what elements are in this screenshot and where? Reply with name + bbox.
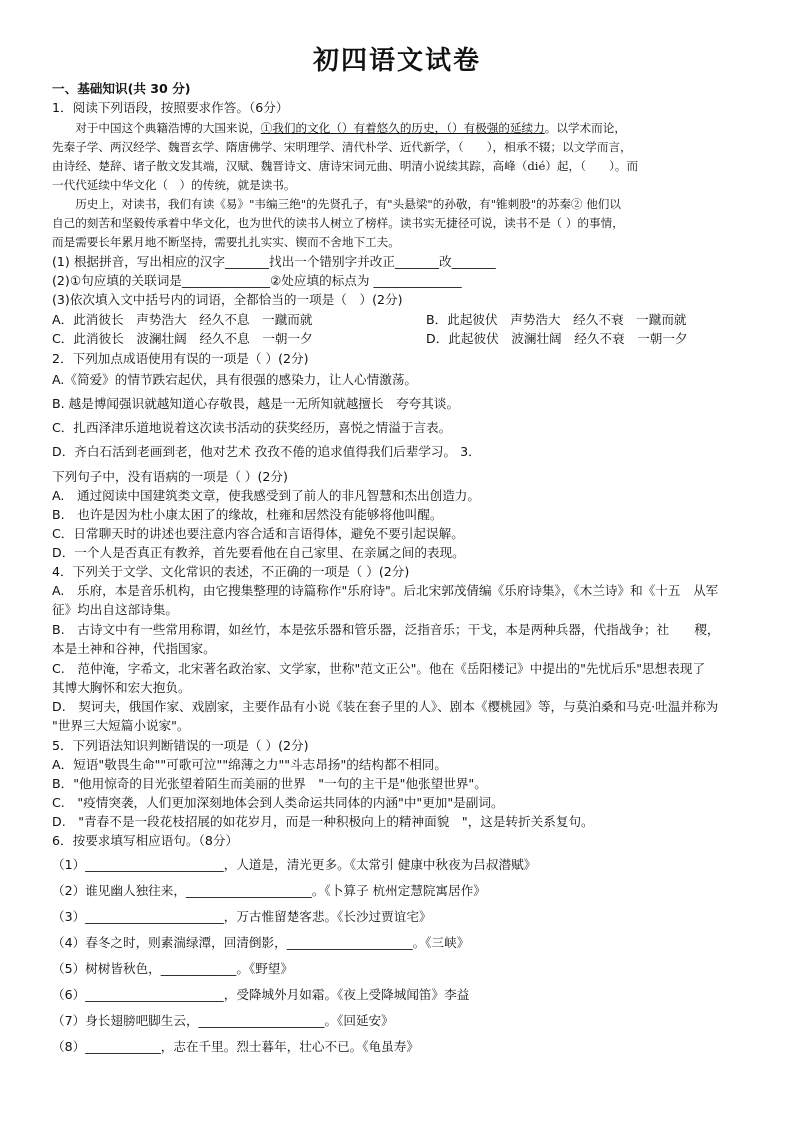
q2-stem: 2．下列加点成语使用有误的一项是（ ）(2分)	[52, 351, 309, 366]
q1-sub3: (3)依次填入文中括号内的词语，全都恰当的一项是（ ）(2分)	[52, 292, 403, 307]
q6-item: （8）____________，志在千里。烈士暮年，壮心不已。《龟虽寿》	[52, 1039, 419, 1054]
passage-line-1	[52, 119, 752, 137]
q5-stem: 5．下列语法知识判断错误的一项是（ ）(2分)	[52, 738, 309, 753]
q5-option-d: D. "青春不是一段花枝招展的如花岁月，而是一种积极向上的精神面貌 "，这是转折关系复句。	[52, 814, 594, 829]
q6-item: （1）______________________，人道是，清光更多。《太常引 健康中秋夜为吕叔潜赋》	[52, 857, 537, 872]
q5-option-a: A．短语"敬畏生命""可歌可泣""绵薄之力""斗志昂扬"的结构都不相同。	[52, 757, 447, 772]
q3-stem: 下列句子中，没有语病的一项是（ ）(2分)	[52, 469, 288, 484]
q6-item: （6）______________________，受降城外月如霜。《夜上受降城闻笛》李益	[52, 987, 470, 1002]
q4-line: 征》均出自这部诗集。	[52, 602, 178, 617]
underlined-sentence: ①我们的文化（）有着悠久的历史，（）有极强的延续力	[260, 121, 545, 135]
q6-item: （4）春冬之时，则素湍绿潭，回清倒影，____________________。《三峡》	[52, 935, 470, 950]
q2-option-b: B. 越是博闻强识就越知道心存敬畏，越是一无所知就越擅长 夸夸其谈。	[52, 396, 460, 411]
q3-option-d: D．一个人是否真正有教养，首先要看他在自己家里、在亲属之间的表现。	[52, 545, 465, 560]
q4-line: A. 乐府，本是音乐机构，由它搜集整理的诗篇称作"乐府诗"。后北宋郭茂倩编《乐府诗集》，《木兰诗》和《十五 从军	[52, 583, 719, 598]
q1-sub1: (1) 根据拼音，写出相应的汉字_______找出一个错别字并改正_______改_______	[52, 254, 496, 269]
q4-line: 本是土神和谷神，代指国家。	[52, 641, 216, 656]
passage-text: 。以学术而论，	[544, 121, 626, 135]
section-heading: 一、基础知识(共 30 分)	[52, 81, 191, 96]
q1-sub2: (2)①句应填的关联词是______________②处应填的标点为 ______________	[52, 273, 462, 288]
option-b: B．此起彼伏 声势浩大 经久不衰 一蹴而就	[426, 312, 687, 327]
passage-line-2: 先秦子学、两汉经学、魏晋玄学、隋唐佛学、宋明理学、清代朴学、近代新学，（ ），相承不辍；以文学而言，	[52, 140, 632, 154]
q2-option-c: C．扎西泽津乐道地说着这次读书活动的获奖经历，喜悦之情溢于言表。	[52, 420, 452, 435]
q6-item: （7）身长翅膀吧脚生云，____________________。《回延安》	[52, 1013, 394, 1028]
page-title: 初四语文试卷	[312, 46, 481, 76]
q5-option-b: B．"他用惊奇的目光张望着陌生而美丽的世界 "一句的主干是"他张望世界"。	[52, 776, 487, 791]
q1-stem: 1．阅读下列语段，按照要求作答。（6分）	[52, 100, 289, 115]
q4-line: "世界三大短篇小说家"。	[52, 718, 190, 733]
option-d: D．此起彼伏 波澜壮阔 经久不衰 一朝一夕	[426, 331, 688, 346]
q4-stem: 4．下列关于文学、文化常识的表述，不正确的一项是（ ）(2分)	[52, 564, 410, 579]
q6-stem: 6．按要求填写相应语句。（8分）	[52, 833, 239, 848]
option-c: C．此消彼长 波澜壮阔 经久不息 一朝一夕	[52, 331, 313, 346]
q1-options-row1	[52, 311, 752, 329]
q4-line: D. 契诃夫，俄国作家、戏剧家，主要作品有小说《装在套子里的人》、剧本《樱桃园》等，与莫泊桑和马克·吐温并称为	[52, 699, 719, 714]
option-a: A．此消彼长 声势浩大 经久不息 一蹴而就	[52, 312, 313, 327]
q6-item: （3）______________________，万古惟留楚客悲。《长沙过贾谊宅》	[52, 909, 432, 924]
q4-line: B. 古诗文中有一些常用称谓，如丝竹，本是弦乐器和管乐器，泛指音乐；干戈，本是两种兵器，代指战争；社 稷，	[52, 622, 720, 637]
passage-line-4: 一代代延续中华文化（ ）的传统，就是读书。	[52, 178, 296, 192]
passage-text: 对于中国这个典籍浩博的大国来说，	[52, 121, 261, 135]
passage-line-6: 自己的刻苦和坚毅传承着中华文化，也为世代的读书人树立了榜样。读书实无捷径可说，读书不是（ ）的事情，	[52, 216, 624, 230]
q3-option-c: C．日常聊天时的讲述也要注意内容合适和言语得体，避免不要引起误解。	[52, 526, 464, 541]
q2-option-a: A.《简爱》的情节跌宕起伏，具有很强的感染力，让人心情激荡。	[52, 372, 418, 387]
q1-options-row2	[52, 330, 752, 348]
q6-item: （2）谁见幽人独往来，____________________。《卜算子 杭州定慧院寓居作》	[52, 883, 486, 898]
q6-item: （5）树树皆秋色，____________。《野望》	[52, 961, 293, 976]
q2-option-d: D．齐白石活到老画到老，他对艺术 孜孜不倦的追求值得我们后辈学习。 3．	[52, 444, 481, 459]
q5-option-c: C. "疫情突袭，人们更加深刻地体会到人类命运共同体的内涵"中"更加"是副词。	[52, 795, 504, 810]
q4-line: C. 范仲淹，字希文，北宋著名政治家、文学家，世称"范文正公"。他在《岳阳楼记》中提出的"先忧后乐"思想表现了	[52, 661, 706, 676]
q3-option-b: B. 也许是因为杜小康太困了的缘故，杜雍和居然没有能够将他叫醒。	[52, 507, 443, 522]
passage-line-3: 由诗经、楚辞、诸子散文发其端，汉赋、魏晋诗文、唐诗宋词元曲、明清小说续其踪，高峰（dié）起，（ ）。而	[52, 159, 639, 173]
q3-option-a: A. 通过阅读中国建筑类文章，使我感受到了前人的非凡智慧和杰出创造力。	[52, 488, 480, 503]
passage-line-5: 历史上，对读书，我们有读《易》"韦编三绝"的先贤孔子，有"头悬梁"的孙敬，有"锥刺股"的苏秦② 他们以	[52, 197, 621, 211]
q4-line: 其博大胸怀和宏大抱负。	[52, 680, 191, 695]
passage-line-7: 而是需要长年累月地不断坚持，需要扎扎实实、锲而不舍地下工夫。	[52, 235, 400, 249]
